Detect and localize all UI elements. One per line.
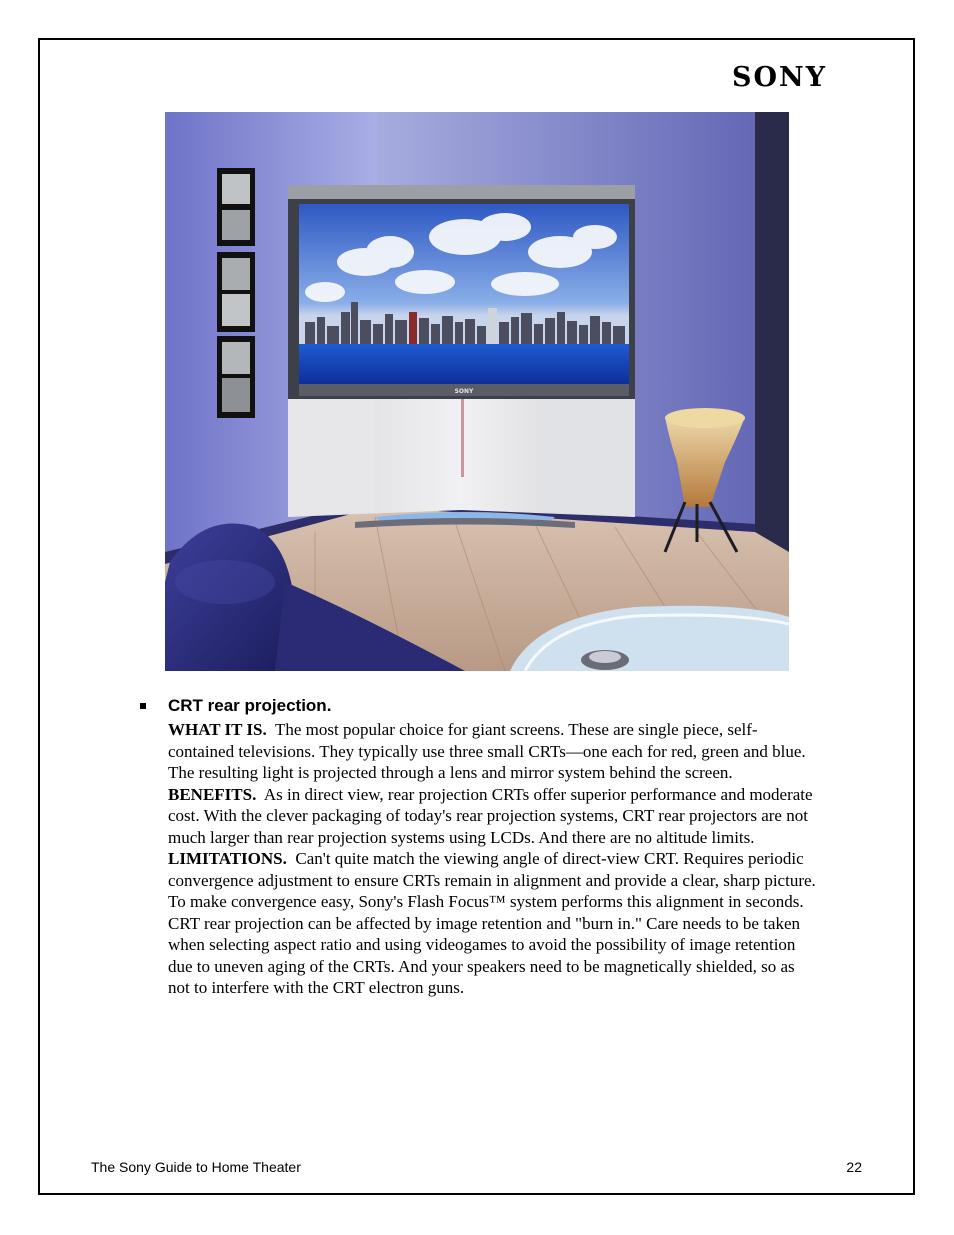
paragraph-text: The most popular choice for giant screens. These are single piece, self-contained televisions. They typically use three small CRTs—one each for red, green and blue. The resulting light is projected through a lens and mirror system behind the screen. bbox=[168, 720, 806, 782]
paragraph-label: WHAT IT IS. bbox=[168, 720, 267, 739]
paragraph-label: BENEFITS. bbox=[168, 784, 257, 804]
paragraph-label: LIMITATIONS. bbox=[168, 849, 287, 868]
section-heading: CRT rear projection. bbox=[168, 696, 332, 715]
footer-title: The Sony Guide to Home Theater bbox=[91, 1159, 301, 1175]
tv-brand-label: SONY bbox=[454, 388, 474, 395]
section-content bbox=[168, 695, 818, 999]
paragraph-benefits bbox=[168, 784, 818, 849]
sony-logo: SONY bbox=[732, 62, 827, 93]
paragraph-limitations bbox=[168, 848, 818, 999]
paragraph-what-it-is bbox=[168, 719, 818, 784]
paragraph-text: Can't quite match the viewing angle of direct-view CRT. Requires periodic convergence adjustment to ensure CRTs remain in alignment and provide a clear, sharp picture. To make convergence easy, Sony's Flash Focus™ system performs this alignment in seconds. CRT rear projection can be affected by image retention and "burn in." Care needs to be taken when selecting aspect ratio and using videogames to avoid the possibility of image retention due to uneven aging of the CRTs. And your speakers need to be magnetically shielded, so as not to interfere with the CRT electron guns. bbox=[168, 849, 816, 997]
bullet-marker bbox=[140, 697, 150, 707]
rear-projection-tv-photo bbox=[165, 112, 789, 671]
page-number: 22 bbox=[846, 1159, 862, 1175]
paragraph-text: As in direct view, rear projection CRTs offer superior performance and moderate cost. With the clever packaging of today's rear projection systems, CRT rear projectors are not much larger than rear projection systems using LCDs. And there are no altitude limits. bbox=[168, 784, 813, 847]
